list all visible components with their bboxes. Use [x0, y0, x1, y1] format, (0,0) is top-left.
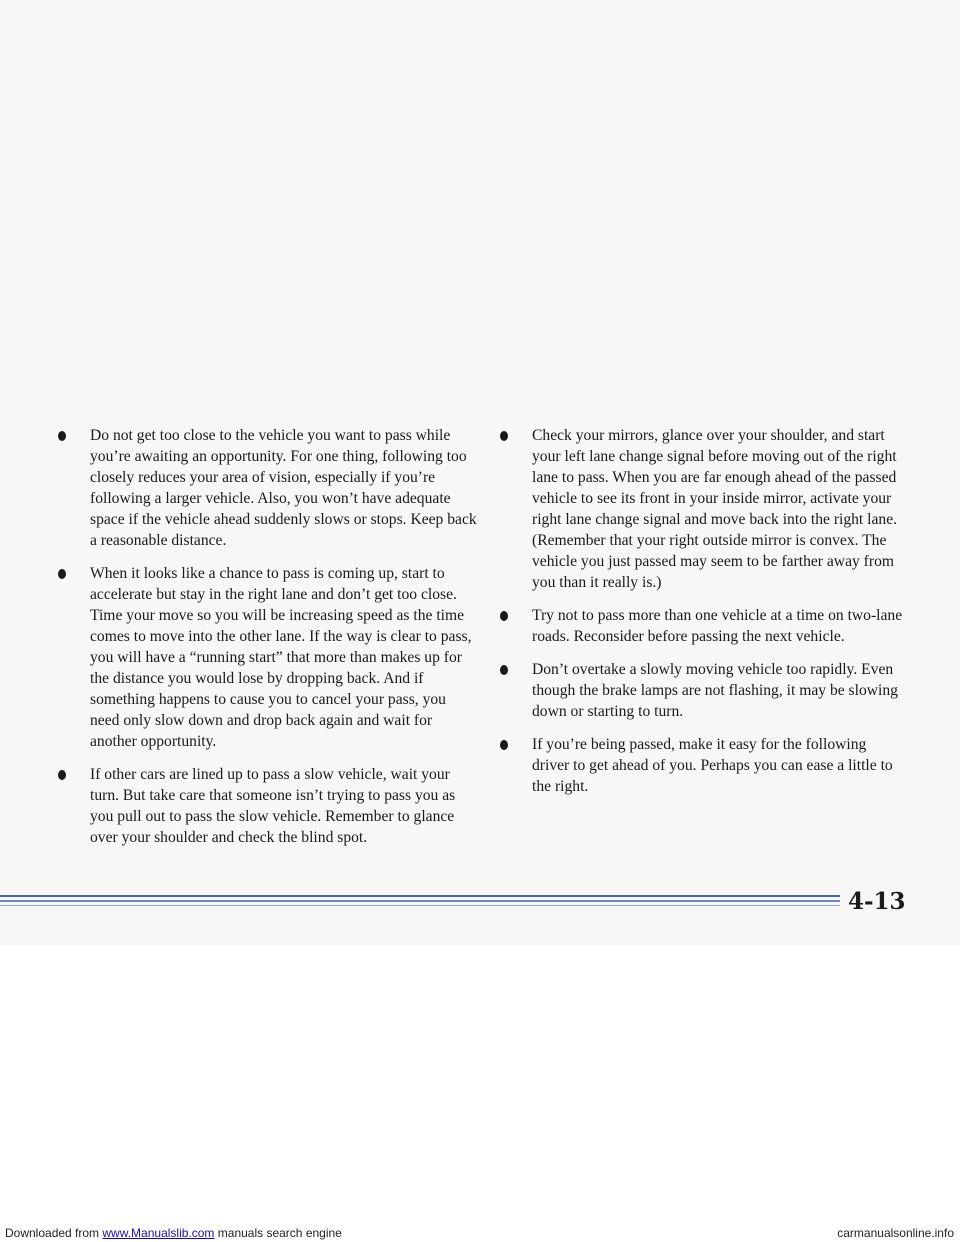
rule-line — [0, 900, 840, 902]
bullet-icon — [58, 431, 66, 441]
list-item-text: If you’re being passed, make it easy for the following driver to get ahead of you. Perhaps you can ease a little to the right. — [532, 736, 893, 795]
watermark-text: carmanualsonline.info — [837, 1226, 954, 1240]
bullet-icon — [58, 569, 66, 579]
footer-prefix: Downloaded from — [5, 1226, 103, 1240]
page-number: 4-13 — [848, 888, 906, 915]
download-footer — [5, 1226, 342, 1240]
list-item-text: Do not get too close to the vehicle you want to pass while you’re awaiting an opportunity. For one thing, following too closely reduces your area of vision, especially if you’re following a larger vehicle. Also, you won’t have adequate space if the vehicle ahead suddenly slows or stops. Keep back a reasonable distance. — [90, 427, 477, 549]
right-column — [500, 425, 905, 809]
list-item-text: When it looks like a chance to pass is coming up, start to accelerate but stay in the right lane and don’t get too close. Time your move so you will be increasing speed as the time comes to move into the other lane. If the way is clear to pass, you will have a “running start” that more than makes up for the distance you would lose by dropping back. And if something happens to cause you to cancel your pass, you need only slow down and drop back again and wait for another opportunity. — [90, 565, 472, 750]
bullet-icon — [500, 740, 508, 750]
bullet-icon — [500, 611, 508, 621]
rule-line — [0, 905, 840, 906]
list-item — [58, 764, 478, 848]
list-item-text: If other cars are lined up to pass a slow vehicle, wait your turn. But take care that someone isn’t trying to pass you as you pull out to pass the slow vehicle. Remember to glance over your shoulder and check the blind spot. — [90, 766, 456, 846]
list-item — [58, 563, 478, 752]
footer-suffix: manuals search engine — [214, 1226, 342, 1240]
list-item-text: Try not to pass more than one vehicle at a time on two-lane roads. Reconsider before passing the next vehicle. — [532, 607, 903, 645]
bullet-icon — [500, 665, 508, 675]
list-item — [500, 734, 905, 797]
list-item — [500, 659, 905, 722]
manualslib-link[interactable]: www.Manualslib.com — [102, 1226, 215, 1240]
list-item — [500, 605, 905, 647]
list-item-text: Check your mirrors, glance over your shoulder, and start your left lane change signal before moving out of the right lane to pass. When you are far enough ahead of the passed vehicle to see its front in your inside mirror, activate your right lane change signal and move back into the right lane. (Remember that your right outside mirror is convex. The vehicle you just passed may seem to be farther away from you than it really is.) — [532, 427, 898, 591]
list-item — [500, 425, 905, 593]
rule-line — [0, 895, 840, 897]
list-item — [58, 425, 478, 551]
bullet-icon — [58, 770, 66, 780]
list-item-text: Don’t overtake a slowly moving vehicle too rapidly. Even though the brake lamps are not flashing, it may be slowing down or starting to turn. — [532, 661, 898, 720]
bullet-icon — [500, 431, 508, 441]
footer-rule-lines — [0, 895, 840, 915]
left-column — [58, 425, 478, 860]
